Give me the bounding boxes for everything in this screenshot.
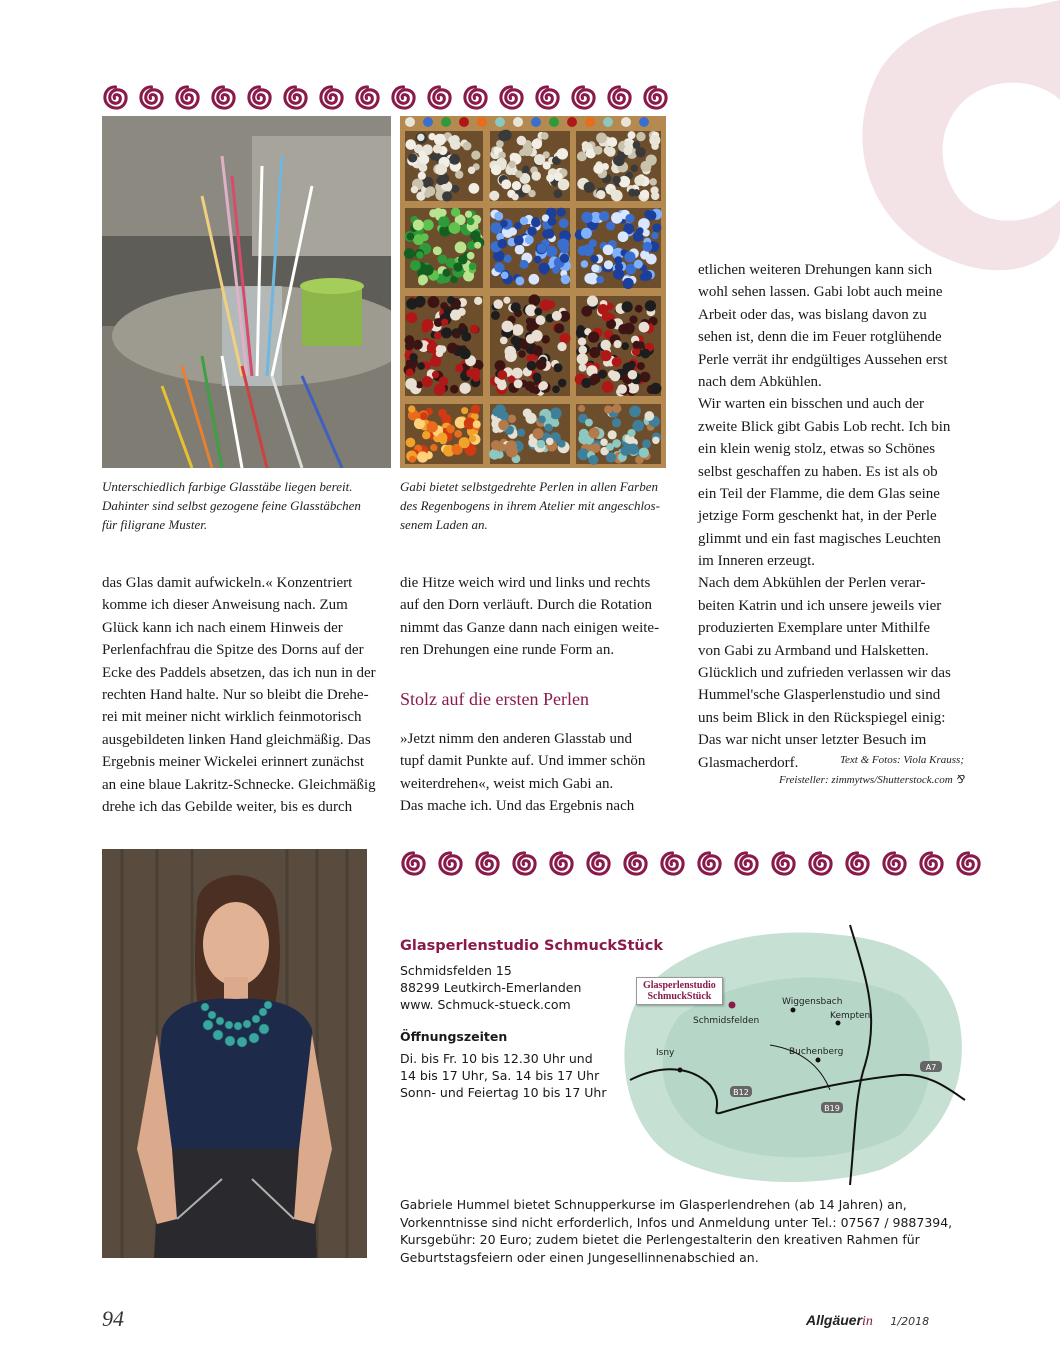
studio-address: Schmidsfelden 15 88299 Leutkirch-Emerlanden www. Schmuck-stueck.com: [400, 963, 582, 1012]
text-line: glimmt und ein fast magisches Leuchten: [698, 530, 941, 547]
article-column-2-bottom: [400, 728, 645, 818]
magazine-logo: Allgäuer: [806, 1312, 863, 1328]
text-line: tupf damit Punkte auf. Und immer schön: [400, 753, 646, 770]
studio-website-link[interactable]: www. Schmuck-stueck.com: [400, 997, 571, 1012]
swirl-icon: [585, 850, 612, 882]
text-line: nimmt das Ganze dann nach einigen weite-: [400, 619, 660, 636]
swirl-icon: [881, 850, 908, 882]
map-place-kempten: Kempten: [830, 1011, 871, 1021]
swirl-icon: [210, 84, 237, 116]
text-line: im Inneren erzeugt.: [698, 553, 816, 570]
photo-portrait-gabriele-hummel: [102, 849, 367, 1258]
svg-text:B12: B12: [733, 1088, 749, 1097]
text-line: wohl sehen lassen. Gabi lobt auch meine: [698, 284, 943, 301]
map-place-buchenberg: Buchenberg: [789, 1047, 844, 1057]
swirl-icon: [844, 850, 871, 882]
text-line: Das mache ich. Und das Ergebnis nach: [400, 798, 635, 815]
text-line: rechten Hand halte. Nur so bleibt die Drehe-: [102, 686, 369, 703]
text-line: jetzige Form geschenkt hat, in der Perle: [698, 508, 937, 525]
text-line: uns beim Blick in den Rückspiegel einig:: [698, 709, 946, 726]
text-line: Wir warten ein bisschen und auch der: [698, 396, 924, 413]
course-info: Gabriele Hummel bietet Schnupperkurse im Glasperlendrehen (ab 14 Jahren) an, Vorkenntnisse sind nicht erforderlich, Infos und Anmeldung unter Tel.: 07567 / 9887394, Kursgebühr: 20 Euro; zudem bietet die Perlengestalterin den kreativen Rahmen für Geburtstagsfeiern oder einen Jungesellinnenabschied an.: [400, 1197, 953, 1265]
swirl-icon: [174, 84, 201, 116]
background-swirl-graphic: [760, 0, 1060, 290]
text-line: weiterdrehen«, weist mich Gabi an.: [400, 775, 614, 792]
swirl-icon: [138, 84, 165, 116]
magazine-footer: Allgäuerin 1/2018: [806, 1312, 930, 1329]
text-line: an eine blaue Lakritz-Schnecke. Gleichmäßig: [102, 776, 376, 793]
text-line: auf den Dorn verläuft. Durch die Rotation: [400, 597, 653, 614]
map-place-wiggensbach: Wiggensbach: [782, 997, 843, 1007]
page-number: 94: [102, 1306, 124, 1331]
text-line: nach dem Abkühlen.: [698, 373, 822, 390]
photo-glass-rods: [102, 116, 391, 468]
text-line: produzierten Exemplare unter Mithilfe: [698, 620, 930, 637]
text-line: rei mit meiner nicht wirklich feinmotorisch: [102, 709, 362, 726]
article-column-3: [698, 259, 951, 774]
swirl-icon: [696, 850, 723, 882]
text-line: ein Teil der Flamme, die dem Glas seine: [698, 485, 940, 502]
map-road-b19: [821, 1102, 843, 1113]
text-line: selbst geschaffen zu haben. Es ist als ob: [698, 463, 938, 480]
svg-text:A7: A7: [925, 1063, 937, 1072]
end-mark: ⅋: [955, 774, 964, 786]
location-map: [600, 915, 970, 1195]
text-line: Nach dem Abkühlen der Perlen verar-: [698, 575, 926, 592]
swirl-icon: [400, 850, 427, 882]
swirl-icon: [642, 84, 669, 116]
text-line: Hummel'sche Glasperlenstudio und sind: [698, 687, 941, 704]
text-line: komme ich dieser Anweisung nach. Zum: [102, 597, 348, 614]
text-line: von Gabi zu Armband und Halsketten.: [698, 642, 929, 659]
text-line: »Jetzt nimm den anderen Glasstab und: [400, 731, 633, 747]
photo-bead-box: [400, 116, 666, 468]
swirl-icon: [733, 850, 760, 882]
swirl-icon: [622, 850, 649, 882]
swirl-icon: [390, 84, 417, 116]
caption-bead-box: Gabi bietet selbstgedrehte Perlen in allen Farben des Regenbogens in ihrem Atelier mit angeschlos- senem Laden an.: [400, 479, 660, 532]
text-line: Arbeit oder das, was bislang davon zu: [698, 306, 927, 323]
map-place-schmidsfelden: Schmidsfelden: [693, 1016, 760, 1026]
map-marker-schmidsfelden: [729, 1002, 736, 1009]
swirl-icon: [548, 850, 575, 882]
swirl-icon: [437, 850, 464, 882]
text-line: beiten Katrin und ich unsere jeweils vier: [698, 597, 942, 614]
swirl-icon: [246, 84, 273, 116]
opening-hours-title: Öffnungszeiten: [400, 1029, 508, 1044]
text-line: die Hitze weich wird und links und rechts: [400, 575, 651, 591]
swirl-icon: [955, 850, 982, 882]
swirl-icon: [282, 84, 309, 116]
article-column-1: [102, 572, 376, 818]
text-line: Perle verrät ihr endgültiges Aussehen erst: [698, 351, 948, 368]
swirl-divider-top: [102, 84, 669, 116]
text-line: Ergebnis meiner Wickelei erinnert zunächst: [102, 754, 365, 771]
swirl-icon: [534, 84, 561, 116]
swirl-icon: [659, 850, 686, 882]
swirl-icon: [498, 84, 525, 116]
text-line: ausgebildeten linken Hand gleichmäßig. Das: [102, 731, 371, 748]
issue-number: 1/2018: [890, 1315, 930, 1328]
text-line: Ecke des Paddels absetzen, das ich nun in der: [102, 664, 376, 681]
subheading: Stolz auf die ersten Perlen: [400, 689, 589, 709]
swirl-icon: [474, 850, 501, 882]
swirl-icon: [807, 850, 834, 882]
map-place-isny: Isny: [656, 1048, 675, 1058]
swirl-icon: [462, 84, 489, 116]
text-line: ren Drehungen eine runde Form an.: [400, 642, 615, 659]
map-label-studio: Glasperlenstudio SchmuckStück: [636, 977, 723, 1005]
studio-name: Glasperlenstudio SchmuckStück: [400, 938, 663, 954]
article-column-2-top: [400, 572, 659, 662]
swirl-icon: [511, 850, 538, 882]
swirl-icon: [570, 84, 597, 116]
text-line: etlichen weiteren Drehungen kann sich: [698, 262, 933, 278]
swirl-divider-middle: [400, 850, 982, 882]
text-line: zweite Blick gibt Gabis Lob recht. Ich bin: [698, 418, 951, 435]
text-line: ein klein wenig stolz, etwas so Schönes: [698, 441, 936, 458]
swirl-icon: [426, 84, 453, 116]
swirl-icon: [770, 850, 797, 882]
text-line: Glück kann ich nach einem Hinweis der: [102, 619, 343, 636]
map-road-a7: [920, 1061, 942, 1072]
text-line: Glasmacherdorf.: [698, 754, 799, 771]
svg-text:B19: B19: [824, 1104, 840, 1113]
photo-credits: Text & Fotos: Viola Krauss; Freisteller: zimmytws/Shutterstock.com ⅋: [778, 754, 964, 786]
text-line: das Glas damit aufwickeln.« Konzentriert: [102, 575, 353, 591]
opening-hours: Di. bis Fr. 10 bis 12.30 Uhr und 14 bis 17 Uhr, Sa. 14 bis 17 Uhr Sonn- und Feiertag 10 bis 17 Uhr: [400, 1051, 607, 1100]
swirl-icon: [606, 84, 633, 116]
swirl-icon: [318, 84, 345, 116]
text-line: drehe ich das Gebilde weiter, bis es durch: [102, 798, 353, 815]
text-line: Das war nicht unser letzter Besuch im: [698, 732, 927, 749]
swirl-icon: [354, 84, 381, 116]
text-line: Glücklich und zufrieden verlassen wir das: [698, 665, 951, 682]
swirl-icon: [102, 84, 129, 116]
caption-glass-rods: Unterschiedlich farbige Glasstäbe liegen bereit. Dahinter sind selbst gezogene feine Glasstäbchen für filigrane Muster.: [102, 479, 361, 532]
text-line: sehen ist, denn die im Feuer rotglühende: [698, 329, 942, 346]
swirl-icon: [918, 850, 945, 882]
map-road-b12: [730, 1086, 752, 1097]
text-line: Perlenfachfrau die Spitze des Dorns auf der: [102, 642, 364, 659]
